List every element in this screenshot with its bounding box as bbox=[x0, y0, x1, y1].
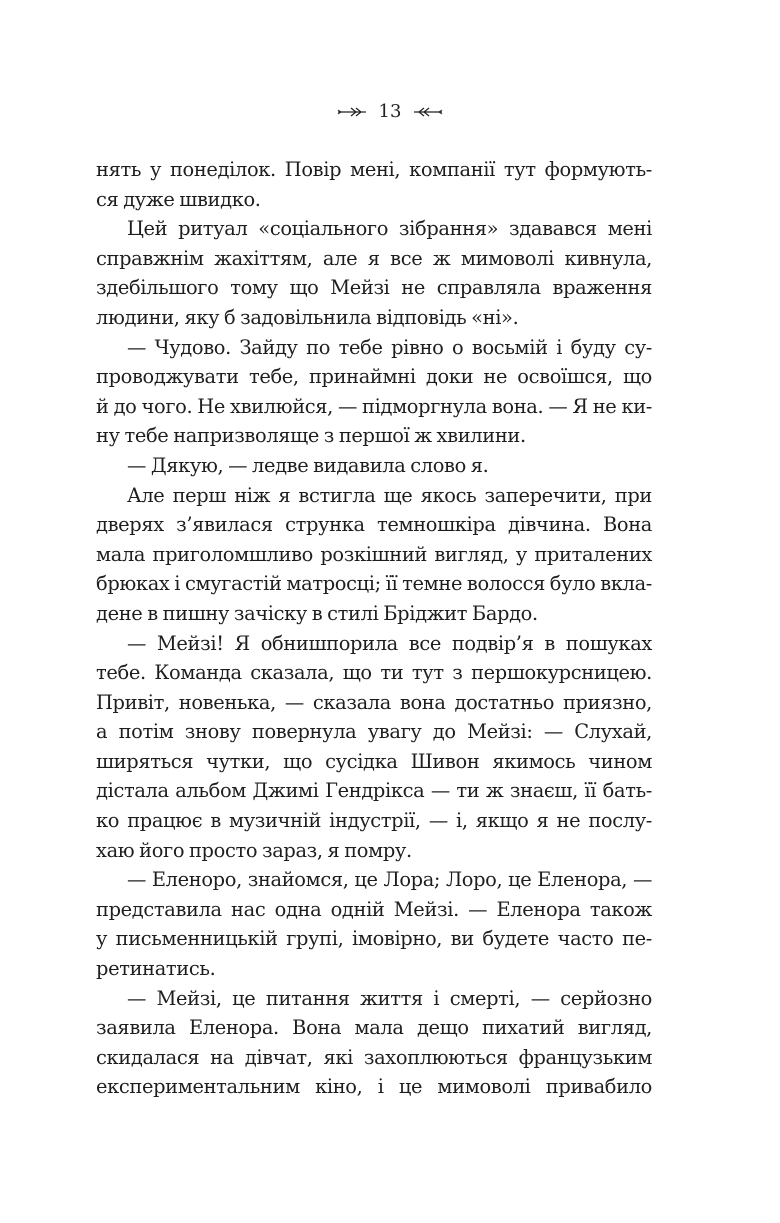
text-line: мала приголомшливо розкішний вигляд, у приталених bbox=[96, 542, 652, 566]
left-ornament-icon bbox=[337, 106, 367, 118]
text-line: брюках і смугастій матросці; її темне волосся було вкла- bbox=[96, 572, 652, 596]
text-line: заявила Еленора. Вона мала дещо пихатий вигляд, bbox=[96, 1016, 652, 1040]
text-line: у письменницькій групі, імовірно, ви будете часто пе- bbox=[96, 927, 652, 951]
text-line: проводжувати тебе, принаймні доки не освоїшся, що bbox=[96, 365, 652, 389]
text-line: дене в пишну зачіску в стилі Бріджит Бардо. bbox=[96, 601, 538, 625]
text-line: дістала альбом Джимі Гендрікса — ти ж знаєш, її бать- bbox=[96, 779, 652, 803]
text-line: справжнім жахіттям, але я все ж мимоволі кивнула, bbox=[96, 246, 652, 270]
text-line: а потім знову повернула увагу до Мейзі: — Слухай, bbox=[96, 720, 652, 744]
text-line: людини, яку б задовільнила відповідь «ні». bbox=[96, 305, 519, 329]
text-line: експериментальним кіно, і це мимоволі привабило bbox=[96, 1075, 652, 1099]
text-line: хаю його просто зараз, я помру. bbox=[96, 838, 412, 862]
text-line: Але перш ніж я встигла ще якось заперечити, при bbox=[127, 483, 652, 507]
text-line: ся дуже швидко. bbox=[96, 187, 261, 211]
text-line: — Мейзі, це питання життя і смерті, — серйозно bbox=[127, 986, 652, 1010]
text-line: — Мейзі! Я обнишпорила все подвір’я в пошуках bbox=[127, 631, 652, 655]
text-line: представила нас одна одній Мейзі. — Еленора також bbox=[96, 897, 652, 921]
text-line: — Чудово. Зайду по тебе рівно о восьмій і буду су- bbox=[127, 335, 652, 359]
text-line: тебе. Команда сказала, що ти тут з першокурсницею. bbox=[96, 661, 652, 685]
text-line: ширяться чутки, що сусідка Шивон якимось чином bbox=[96, 749, 652, 773]
text-line: нять у понеділок. Повір мені, компанії тут формують- bbox=[96, 158, 652, 181]
text-line: й до чого. Не хвилюйся, — підморгнула вона. — Я не ки- bbox=[96, 394, 652, 418]
text-line: — Дякую, — ледве видавила слово я. bbox=[127, 453, 489, 477]
body-text bbox=[96, 155, 652, 1102]
text-line: — Еленоро, знайомся, це Лора; Лоро, це Еленора, — bbox=[127, 868, 652, 892]
page-number: 13 bbox=[378, 101, 402, 122]
text-line: ретинатись. bbox=[96, 957, 216, 981]
text-line: Привіт, новенька, — сказала вона достатньо приязно, bbox=[96, 690, 652, 714]
right-ornament-icon bbox=[413, 106, 443, 118]
text-line: скидалася на дівчат, які захоплюються французьким bbox=[96, 1045, 652, 1069]
page-header bbox=[0, 98, 780, 126]
text-line: здебільшого тому що Мейзі не справляла враження bbox=[96, 276, 652, 300]
text-line: дверях з’явилася струнка темношкіра дівчина. Вона bbox=[96, 513, 652, 537]
text-line: Цей ритуал «соціального зібрання» здавався мені bbox=[127, 217, 652, 241]
text-line: ко працює в музичній індустрії, — і, якщо я не послу- bbox=[96, 809, 652, 833]
text-line: ну тебе напризволяще з першої ж хвилини. bbox=[96, 424, 526, 448]
